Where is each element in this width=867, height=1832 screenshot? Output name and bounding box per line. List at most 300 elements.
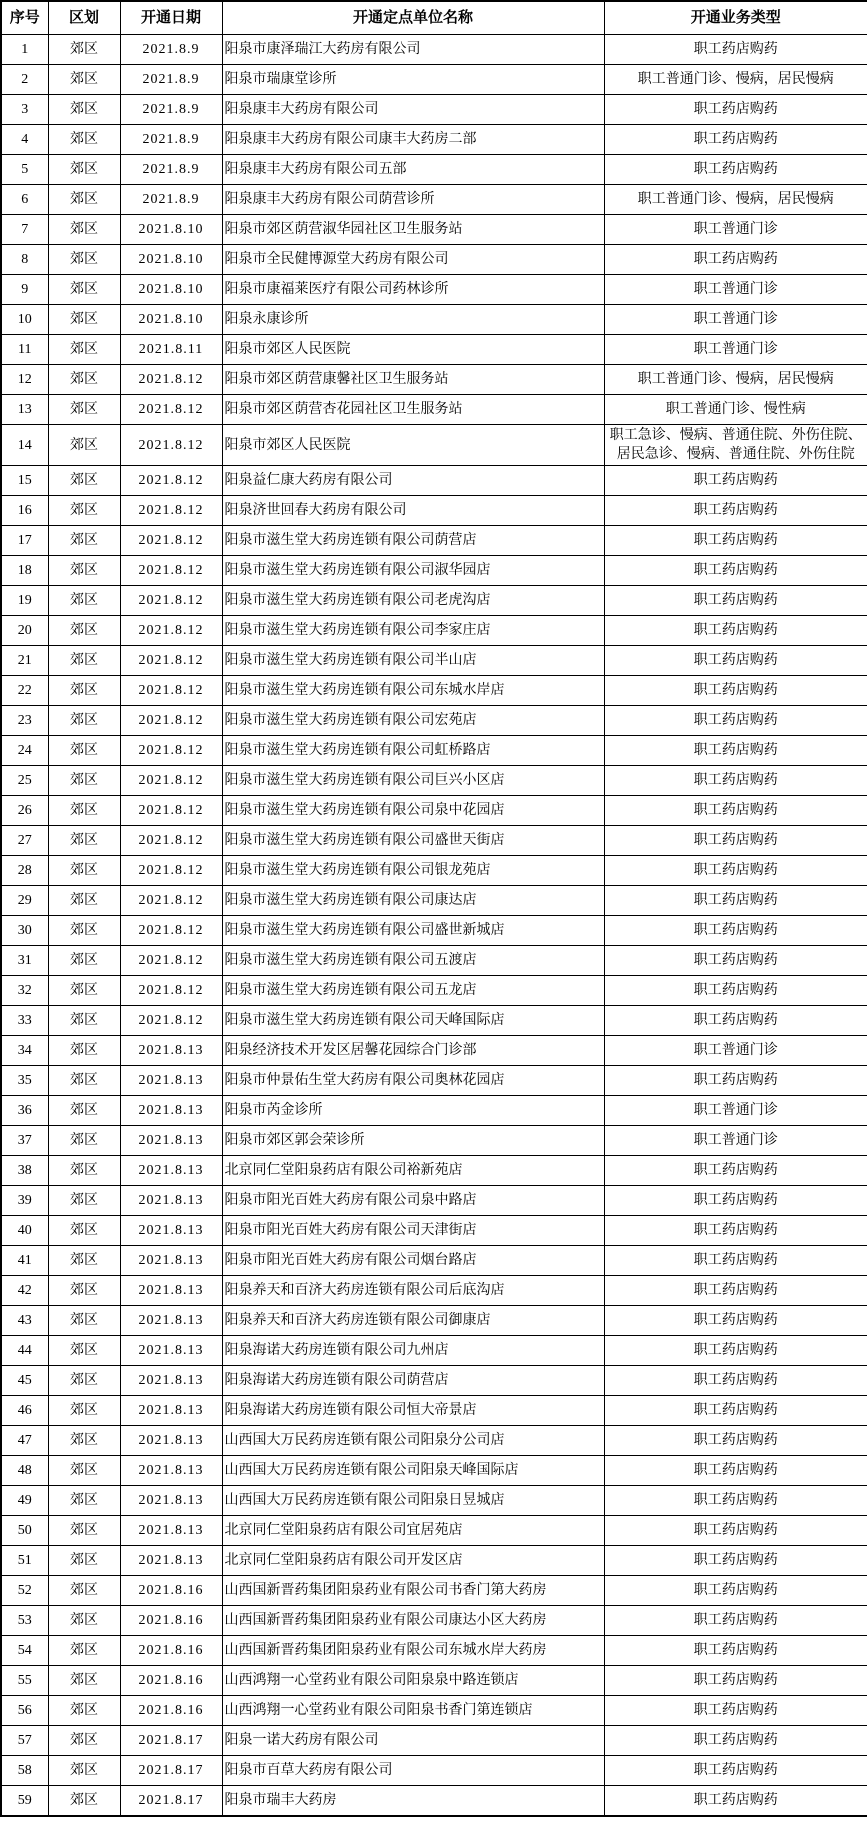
cell-serial-number: 17 xyxy=(1,526,48,556)
cell-serial-number: 14 xyxy=(1,425,48,466)
cell-open-date: 2021.8.16 xyxy=(120,1576,222,1606)
cell-business-type: 职工药店购药 xyxy=(604,245,867,275)
cell-serial-number: 15 xyxy=(1,466,48,496)
col-header-date: 开通日期 xyxy=(120,1,222,35)
cell-open-date: 2021.8.12 xyxy=(120,796,222,826)
cell-district: 郊区 xyxy=(48,646,120,676)
cell-district: 郊区 xyxy=(48,275,120,305)
cell-open-date: 2021.8.12 xyxy=(120,886,222,916)
cell-serial-number: 28 xyxy=(1,856,48,886)
table-row xyxy=(1,826,867,856)
cell-business-type: 职工药店购药 xyxy=(604,1186,867,1216)
cell-serial-number: 13 xyxy=(1,395,48,425)
cell-unit-name: 山西国大万民药房连锁有限公司阳泉分公司店 xyxy=(222,1426,604,1456)
cell-open-date: 2021.8.9 xyxy=(120,155,222,185)
cell-serial-number: 54 xyxy=(1,1636,48,1666)
table-row xyxy=(1,125,867,155)
cell-business-type: 职工药店购药 xyxy=(604,526,867,556)
cell-district: 郊区 xyxy=(48,1756,120,1786)
cell-serial-number: 45 xyxy=(1,1366,48,1396)
cell-unit-name: 阳泉市全民健博源堂大药房有限公司 xyxy=(222,245,604,275)
cell-business-type: 职工药店购药 xyxy=(604,1156,867,1186)
cell-district: 郊区 xyxy=(48,706,120,736)
table-row xyxy=(1,586,867,616)
cell-serial-number: 25 xyxy=(1,766,48,796)
cell-unit-name: 阳泉市瑞丰大药房 xyxy=(222,1786,604,1816)
cell-business-type: 职工普通门诊 xyxy=(604,1036,867,1066)
cell-open-date: 2021.8.13 xyxy=(120,1066,222,1096)
table-row xyxy=(1,676,867,706)
cell-open-date: 2021.8.12 xyxy=(120,395,222,425)
cell-business-type: 职工药店购药 xyxy=(604,766,867,796)
cell-business-type: 职工药店购药 xyxy=(604,556,867,586)
cell-business-type: 职工药店购药 xyxy=(604,1786,867,1816)
table-row xyxy=(1,1096,867,1126)
cell-unit-name: 阳泉市瑞康堂诊所 xyxy=(222,65,604,95)
cell-open-date: 2021.8.12 xyxy=(120,425,222,466)
cell-business-type: 职工药店购药 xyxy=(604,676,867,706)
cell-business-type: 职工药店购药 xyxy=(604,616,867,646)
cell-serial-number: 3 xyxy=(1,95,48,125)
table-row xyxy=(1,526,867,556)
cell-serial-number: 4 xyxy=(1,125,48,155)
cell-open-date: 2021.8.13 xyxy=(120,1426,222,1456)
cell-serial-number: 44 xyxy=(1,1336,48,1366)
cell-serial-number: 12 xyxy=(1,365,48,395)
cell-open-date: 2021.8.12 xyxy=(120,766,222,796)
cell-district: 郊区 xyxy=(48,185,120,215)
cell-open-date: 2021.8.12 xyxy=(120,736,222,766)
cell-unit-name: 阳泉市滋生堂大药房连锁有限公司东城水岸店 xyxy=(222,676,604,706)
cell-business-type: 职工普通门诊 xyxy=(604,1126,867,1156)
cell-serial-number: 50 xyxy=(1,1516,48,1546)
cell-business-type: 职工药店购药 xyxy=(604,466,867,496)
cell-serial-number: 35 xyxy=(1,1066,48,1096)
cell-open-date: 2021.8.12 xyxy=(120,916,222,946)
cell-open-date: 2021.8.12 xyxy=(120,676,222,706)
cell-district: 郊区 xyxy=(48,1396,120,1426)
cell-unit-name: 阳泉养天和百济大药房连锁有限公司后底沟店 xyxy=(222,1276,604,1306)
col-header-name: 开通定点单位名称 xyxy=(222,1,604,35)
table-row xyxy=(1,916,867,946)
cell-unit-name: 阳泉市滋生堂大药房连锁有限公司巨兴小区店 xyxy=(222,766,604,796)
cell-unit-name: 阳泉市仲景佑生堂大药房有限公司奥林花园店 xyxy=(222,1066,604,1096)
cell-business-type: 职工药店购药 xyxy=(604,1486,867,1516)
cell-serial-number: 24 xyxy=(1,736,48,766)
cell-business-type: 职工药店购药 xyxy=(604,706,867,736)
cell-district: 郊区 xyxy=(48,365,120,395)
cell-open-date: 2021.8.12 xyxy=(120,496,222,526)
cell-open-date: 2021.8.9 xyxy=(120,65,222,95)
cell-open-date: 2021.8.17 xyxy=(120,1786,222,1816)
table-row xyxy=(1,1186,867,1216)
table-row xyxy=(1,616,867,646)
cell-district: 郊区 xyxy=(48,556,120,586)
cell-district: 郊区 xyxy=(48,1576,120,1606)
table-row xyxy=(1,155,867,185)
cell-business-type: 职工药店购药 xyxy=(604,1336,867,1366)
cell-open-date: 2021.8.16 xyxy=(120,1696,222,1726)
cell-district: 郊区 xyxy=(48,1186,120,1216)
cell-unit-name: 阳泉市郊区人民医院 xyxy=(222,335,604,365)
cell-serial-number: 1 xyxy=(1,35,48,65)
table-row xyxy=(1,365,867,395)
table-row xyxy=(1,1696,867,1726)
cell-unit-name: 阳泉海诺大药房连锁有限公司恒大帝景店 xyxy=(222,1396,604,1426)
table-row xyxy=(1,335,867,365)
cell-unit-name: 阳泉市滋生堂大药房连锁有限公司李家庄店 xyxy=(222,616,604,646)
table-row xyxy=(1,1456,867,1486)
cell-unit-name: 阳泉市百草大药房有限公司 xyxy=(222,1756,604,1786)
cell-unit-name: 阳泉市滋生堂大药房连锁有限公司泉中花园店 xyxy=(222,796,604,826)
table-row xyxy=(1,1726,867,1756)
cell-serial-number: 21 xyxy=(1,646,48,676)
table-row xyxy=(1,736,867,766)
table-row xyxy=(1,1066,867,1096)
cell-serial-number: 30 xyxy=(1,916,48,946)
cell-serial-number: 47 xyxy=(1,1426,48,1456)
cell-district: 郊区 xyxy=(48,245,120,275)
cell-serial-number: 52 xyxy=(1,1576,48,1606)
cell-unit-name: 阳泉市郊区人民医院 xyxy=(222,425,604,466)
cell-district: 郊区 xyxy=(48,1036,120,1066)
table-row xyxy=(1,556,867,586)
cell-open-date: 2021.8.12 xyxy=(120,706,222,736)
table-row xyxy=(1,496,867,526)
cell-open-date: 2021.8.16 xyxy=(120,1666,222,1696)
cell-district: 郊区 xyxy=(48,65,120,95)
cell-district: 郊区 xyxy=(48,886,120,916)
cell-business-type: 职工药店购药 xyxy=(604,95,867,125)
cell-business-type: 职工药店购药 xyxy=(604,1756,867,1786)
cell-open-date: 2021.8.17 xyxy=(120,1726,222,1756)
cell-open-date: 2021.8.12 xyxy=(120,466,222,496)
cell-serial-number: 10 xyxy=(1,305,48,335)
cell-serial-number: 46 xyxy=(1,1396,48,1426)
cell-open-date: 2021.8.13 xyxy=(120,1126,222,1156)
cell-business-type: 职工药店购药 xyxy=(604,976,867,1006)
cell-open-date: 2021.8.13 xyxy=(120,1516,222,1546)
cell-unit-name: 阳泉市滋生堂大药房连锁有限公司银龙苑店 xyxy=(222,856,604,886)
cell-business-type: 职工药店购药 xyxy=(604,1276,867,1306)
cell-unit-name: 阳泉市阳光百姓大药房有限公司天津街店 xyxy=(222,1216,604,1246)
cell-unit-name: 山西国新晋药集团阳泉药业有限公司东城水岸大药房 xyxy=(222,1636,604,1666)
cell-district: 郊区 xyxy=(48,1726,120,1756)
cell-business-type: 职工急诊、慢病、普通住院、外伤住院、居民急诊、慢病、普通住院、外伤住院 xyxy=(604,425,867,466)
table-row xyxy=(1,766,867,796)
cell-open-date: 2021.8.13 xyxy=(120,1366,222,1396)
cell-unit-name: 阳泉市阳光百姓大药房有限公司烟台路店 xyxy=(222,1246,604,1276)
cell-unit-name: 阳泉一诺大药房有限公司 xyxy=(222,1726,604,1756)
cell-unit-name: 阳泉市滋生堂大药房连锁有限公司半山店 xyxy=(222,646,604,676)
cell-district: 郊区 xyxy=(48,916,120,946)
cell-serial-number: 41 xyxy=(1,1246,48,1276)
table-row xyxy=(1,886,867,916)
cell-open-date: 2021.8.12 xyxy=(120,946,222,976)
table-row xyxy=(1,1546,867,1576)
cell-district: 郊区 xyxy=(48,1246,120,1276)
cell-unit-name: 山西鸿翔一心堂药业有限公司阳泉泉中路连锁店 xyxy=(222,1666,604,1696)
cell-open-date: 2021.8.13 xyxy=(120,1456,222,1486)
table-row xyxy=(1,706,867,736)
cell-unit-name: 阳泉海诺大药房连锁有限公司荫营店 xyxy=(222,1366,604,1396)
cell-serial-number: 48 xyxy=(1,1456,48,1486)
cell-district: 郊区 xyxy=(48,1666,120,1696)
cell-unit-name: 阳泉市滋生堂大药房连锁有限公司五渡店 xyxy=(222,946,604,976)
cell-district: 郊区 xyxy=(48,1606,120,1636)
cell-district: 郊区 xyxy=(48,35,120,65)
cell-business-type: 职工普通门诊 xyxy=(604,305,867,335)
cell-serial-number: 20 xyxy=(1,616,48,646)
cell-business-type: 职工药店购药 xyxy=(604,1456,867,1486)
cell-unit-name: 山西国大万民药房连锁有限公司阳泉日昱城店 xyxy=(222,1486,604,1516)
cell-business-type: 职工普通门诊 xyxy=(604,215,867,245)
cell-open-date: 2021.8.12 xyxy=(120,526,222,556)
cell-district: 郊区 xyxy=(48,1156,120,1186)
cell-business-type: 职工药店购药 xyxy=(604,586,867,616)
cell-business-type: 职工普通门诊、慢病，居民慢病 xyxy=(604,185,867,215)
table-row xyxy=(1,65,867,95)
cell-district: 郊区 xyxy=(48,1696,120,1726)
cell-unit-name: 阳泉市滋生堂大药房连锁有限公司淑华园店 xyxy=(222,556,604,586)
cell-serial-number: 39 xyxy=(1,1186,48,1216)
table-row xyxy=(1,1336,867,1366)
cell-open-date: 2021.8.13 xyxy=(120,1276,222,1306)
cell-unit-name: 山西国新晋药集团阳泉药业有限公司书香门第大药房 xyxy=(222,1576,604,1606)
cell-business-type: 职工药店购药 xyxy=(604,1606,867,1636)
cell-open-date: 2021.8.13 xyxy=(120,1246,222,1276)
cell-open-date: 2021.8.13 xyxy=(120,1156,222,1186)
cell-open-date: 2021.8.9 xyxy=(120,125,222,155)
table-row xyxy=(1,425,867,466)
cell-open-date: 2021.8.13 xyxy=(120,1336,222,1366)
table-row xyxy=(1,215,867,245)
cell-serial-number: 36 xyxy=(1,1096,48,1126)
cell-district: 郊区 xyxy=(48,1066,120,1096)
cell-unit-name: 阳泉市芮金诊所 xyxy=(222,1096,604,1126)
cell-unit-name: 阳泉永康诊所 xyxy=(222,305,604,335)
cell-unit-name: 山西国新晋药集团阳泉药业有限公司康达小区大药房 xyxy=(222,1606,604,1636)
table-row xyxy=(1,35,867,65)
cell-district: 郊区 xyxy=(48,155,120,185)
table-row xyxy=(1,1516,867,1546)
cell-serial-number: 56 xyxy=(1,1696,48,1726)
cell-unit-name: 阳泉济世回春大药房有限公司 xyxy=(222,496,604,526)
cell-serial-number: 6 xyxy=(1,185,48,215)
cell-district: 郊区 xyxy=(48,676,120,706)
cell-business-type: 职工药店购药 xyxy=(604,1216,867,1246)
cell-unit-name: 阳泉益仁康大药房有限公司 xyxy=(222,466,604,496)
cell-open-date: 2021.8.9 xyxy=(120,35,222,65)
cell-district: 郊区 xyxy=(48,395,120,425)
cell-district: 郊区 xyxy=(48,425,120,466)
cell-district: 郊区 xyxy=(48,1456,120,1486)
cell-business-type: 职工药店购药 xyxy=(604,1636,867,1666)
cell-serial-number: 2 xyxy=(1,65,48,95)
table-row xyxy=(1,1426,867,1456)
cell-district: 郊区 xyxy=(48,305,120,335)
cell-open-date: 2021.8.12 xyxy=(120,586,222,616)
table-row xyxy=(1,275,867,305)
cell-business-type: 职工药店购药 xyxy=(604,1396,867,1426)
table-row xyxy=(1,1216,867,1246)
cell-district: 郊区 xyxy=(48,335,120,365)
table-row xyxy=(1,1276,867,1306)
cell-open-date: 2021.8.9 xyxy=(120,95,222,125)
cell-serial-number: 51 xyxy=(1,1546,48,1576)
col-header-no: 序号 xyxy=(1,1,48,35)
cell-business-type: 职工药店购药 xyxy=(604,1066,867,1096)
cell-unit-name: 阳泉康丰大药房有限公司康丰大药房二部 xyxy=(222,125,604,155)
table-body xyxy=(1,35,867,1816)
cell-district: 郊区 xyxy=(48,766,120,796)
table-row xyxy=(1,1666,867,1696)
cell-serial-number: 55 xyxy=(1,1666,48,1696)
cell-unit-name: 阳泉养天和百济大药房连锁有限公司御康店 xyxy=(222,1306,604,1336)
cell-district: 郊区 xyxy=(48,586,120,616)
cell-serial-number: 53 xyxy=(1,1606,48,1636)
cell-open-date: 2021.8.16 xyxy=(120,1636,222,1666)
cell-business-type: 职工药店购药 xyxy=(604,826,867,856)
cell-district: 郊区 xyxy=(48,1546,120,1576)
table-row xyxy=(1,1396,867,1426)
table-row xyxy=(1,1126,867,1156)
cell-open-date: 2021.8.13 xyxy=(120,1396,222,1426)
cell-serial-number: 22 xyxy=(1,676,48,706)
cell-serial-number: 40 xyxy=(1,1216,48,1246)
cell-unit-name: 阳泉市郊区荫营杏花园社区卫生服务站 xyxy=(222,395,604,425)
cell-business-type: 职工普通门诊 xyxy=(604,335,867,365)
cell-open-date: 2021.8.13 xyxy=(120,1306,222,1336)
cell-district: 郊区 xyxy=(48,1786,120,1816)
cell-open-date: 2021.8.13 xyxy=(120,1186,222,1216)
cell-district: 郊区 xyxy=(48,616,120,646)
header-row xyxy=(1,1,867,35)
cell-business-type: 职工药店购药 xyxy=(604,1366,867,1396)
cell-district: 郊区 xyxy=(48,95,120,125)
cell-unit-name: 阳泉市郊区荫营康馨社区卫生服务站 xyxy=(222,365,604,395)
cell-business-type: 职工普通门诊 xyxy=(604,1096,867,1126)
table-row xyxy=(1,946,867,976)
cell-business-type: 职工药店购药 xyxy=(604,1006,867,1036)
cell-open-date: 2021.8.12 xyxy=(120,556,222,586)
cell-serial-number: 29 xyxy=(1,886,48,916)
cell-open-date: 2021.8.13 xyxy=(120,1096,222,1126)
cell-district: 郊区 xyxy=(48,1126,120,1156)
table-row xyxy=(1,1606,867,1636)
cell-serial-number: 7 xyxy=(1,215,48,245)
cell-unit-name: 阳泉市康福莱医疗有限公司药林诊所 xyxy=(222,275,604,305)
cell-business-type: 职工药店购药 xyxy=(604,796,867,826)
cell-open-date: 2021.8.13 xyxy=(120,1486,222,1516)
cell-business-type: 职工药店购药 xyxy=(604,886,867,916)
cell-district: 郊区 xyxy=(48,796,120,826)
cell-business-type: 职工药店购药 xyxy=(604,1576,867,1606)
cell-district: 郊区 xyxy=(48,1486,120,1516)
table-row xyxy=(1,95,867,125)
cell-business-type: 职工药店购药 xyxy=(604,1696,867,1726)
cell-serial-number: 43 xyxy=(1,1306,48,1336)
cell-district: 郊区 xyxy=(48,466,120,496)
cell-district: 郊区 xyxy=(48,1366,120,1396)
cell-unit-name: 阳泉市滋生堂大药房连锁有限公司荫营店 xyxy=(222,526,604,556)
cell-unit-name: 阳泉市康泽瑞江大药房有限公司 xyxy=(222,35,604,65)
cell-unit-name: 北京同仁堂阳泉药店有限公司开发区店 xyxy=(222,1546,604,1576)
cell-open-date: 2021.8.11 xyxy=(120,335,222,365)
cell-open-date: 2021.8.12 xyxy=(120,976,222,1006)
cell-business-type: 职工药店购药 xyxy=(604,1306,867,1336)
cell-open-date: 2021.8.10 xyxy=(120,305,222,335)
cell-open-date: 2021.8.12 xyxy=(120,856,222,886)
cell-unit-name: 阳泉市滋生堂大药房连锁有限公司盛世新城店 xyxy=(222,916,604,946)
cell-open-date: 2021.8.13 xyxy=(120,1546,222,1576)
cell-unit-name: 山西鸿翔一心堂药业有限公司阳泉书香门第连锁店 xyxy=(222,1696,604,1726)
cell-district: 郊区 xyxy=(48,125,120,155)
cell-open-date: 2021.8.13 xyxy=(120,1216,222,1246)
cell-district: 郊区 xyxy=(48,856,120,886)
cell-open-date: 2021.8.10 xyxy=(120,215,222,245)
cell-serial-number: 58 xyxy=(1,1756,48,1786)
cell-serial-number: 57 xyxy=(1,1726,48,1756)
cell-open-date: 2021.8.12 xyxy=(120,1006,222,1036)
cell-open-date: 2021.8.12 xyxy=(120,646,222,676)
cell-unit-name: 阳泉市滋生堂大药房连锁有限公司宏苑店 xyxy=(222,706,604,736)
cell-unit-name: 阳泉康丰大药房有限公司荫营诊所 xyxy=(222,185,604,215)
cell-district: 郊区 xyxy=(48,1336,120,1366)
cell-serial-number: 42 xyxy=(1,1276,48,1306)
cell-district: 郊区 xyxy=(48,526,120,556)
cell-serial-number: 8 xyxy=(1,245,48,275)
table-row xyxy=(1,305,867,335)
cell-business-type: 职工药店购药 xyxy=(604,646,867,676)
cell-unit-name: 阳泉市滋生堂大药房连锁有限公司虹桥路店 xyxy=(222,736,604,766)
table-row xyxy=(1,1786,867,1816)
table-row xyxy=(1,1306,867,1336)
cell-open-date: 2021.8.12 xyxy=(120,826,222,856)
cell-serial-number: 49 xyxy=(1,1486,48,1516)
cell-serial-number: 38 xyxy=(1,1156,48,1186)
cell-unit-name: 阳泉海诺大药房连锁有限公司九州店 xyxy=(222,1336,604,1366)
table-row xyxy=(1,1246,867,1276)
cell-business-type: 职工药店购药 xyxy=(604,916,867,946)
cell-serial-number: 59 xyxy=(1,1786,48,1816)
cell-open-date: 2021.8.13 xyxy=(120,1036,222,1066)
cell-unit-name: 阳泉市滋生堂大药房连锁有限公司五龙店 xyxy=(222,976,604,1006)
cell-unit-name: 山西国大万民药房连锁有限公司阳泉天峰国际店 xyxy=(222,1456,604,1486)
table-row xyxy=(1,976,867,1006)
cell-business-type: 职工普通门诊、慢病，居民慢病 xyxy=(604,65,867,95)
table-row xyxy=(1,796,867,826)
cell-business-type: 职工药店购药 xyxy=(604,736,867,766)
cell-business-type: 职工药店购药 xyxy=(604,946,867,976)
cell-unit-name: 阳泉市滋生堂大药房连锁有限公司盛世天街店 xyxy=(222,826,604,856)
cell-unit-name: 阳泉市阳光百姓大药房有限公司泉中路店 xyxy=(222,1186,604,1216)
cell-serial-number: 19 xyxy=(1,586,48,616)
cell-open-date: 2021.8.12 xyxy=(120,365,222,395)
cell-district: 郊区 xyxy=(48,1306,120,1336)
cell-district: 郊区 xyxy=(48,976,120,1006)
cell-unit-name: 阳泉市滋生堂大药房连锁有限公司老虎沟店 xyxy=(222,586,604,616)
cell-business-type: 职工药店购药 xyxy=(604,856,867,886)
cell-unit-name: 阳泉康丰大药房有限公司五部 xyxy=(222,155,604,185)
col-header-type: 开通业务类型 xyxy=(604,1,867,35)
cell-serial-number: 27 xyxy=(1,826,48,856)
cell-unit-name: 阳泉市滋生堂大药房连锁有限公司康达店 xyxy=(222,886,604,916)
cell-serial-number: 26 xyxy=(1,796,48,826)
cell-serial-number: 31 xyxy=(1,946,48,976)
cell-business-type: 职工药店购药 xyxy=(604,496,867,526)
cell-business-type: 职工药店购药 xyxy=(604,1726,867,1756)
